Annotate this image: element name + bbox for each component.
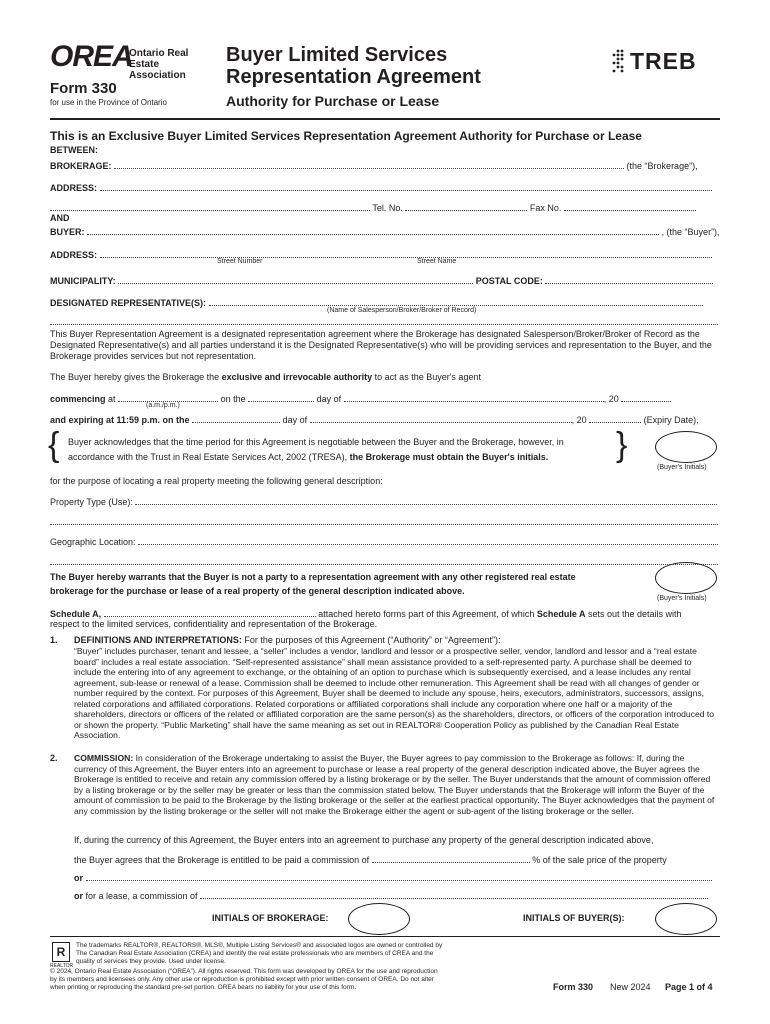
section2-number (50, 753, 58, 763)
authority-post: to act as the Buyer's agent (372, 372, 481, 382)
postal-code-label: POSTAL CODE: (475, 276, 543, 286)
form-title (226, 44, 556, 88)
lease-text: for a lease, a commission of (83, 891, 198, 901)
section1-intro: For the purposes of this Agreement (“Authority” or “Agreement”): (241, 635, 501, 645)
section2-p2: If, during the currency of this Agreement, the Buyer enters into an agreement to purchase any property of the general description indicated above, (74, 835, 654, 845)
province-note: for use in the Province of Ontario (50, 98, 167, 107)
expiry-year-field[interactable] (589, 413, 641, 423)
property-type-label: Property Type (Use): (50, 497, 133, 507)
street-number-caption: Street Number (217, 258, 263, 265)
brokerage-row (50, 159, 698, 171)
treb-logo: TREB (630, 48, 697, 74)
expiry-date-suffix: (Expiry Date), (643, 415, 699, 425)
page-indicator: Page 1 of 4 (665, 982, 713, 992)
agreement-heading: This is an Exclusive Buyer Limited Services Representation Agreement Authority for Purchase or Lease (50, 129, 642, 143)
postal-code-field[interactable] (545, 274, 713, 284)
authority-pre: The Buyer hereby gives the Brokerage the (50, 372, 222, 382)
schedule-field[interactable] (104, 607, 316, 617)
designation-paragraph: This Buyer Representation Agreement is a designated representation agreement where the Brokerage has designated Salesperson/Broker/Broker of Record as the Designated Representative(s) and all parties understand it is the Designated Representative(s) who will be providing services and representation to the Buyer, and the Brokerage provides services but not representation. (50, 329, 712, 361)
form-subtitle: Authority for Purchase or Lease (226, 93, 440, 109)
schedule-label: Schedule A, (50, 609, 102, 619)
warrant-line1: The Buyer hereby warrants that the Buyer is not a party to a representation agreement with any other registered real estate (50, 572, 576, 582)
at-label: at (108, 394, 116, 404)
commencing-month-field[interactable] (344, 392, 604, 402)
buyer-initials-caption-2: (Buyer's Initials) (657, 595, 707, 602)
warrant-line2: brokerage for the purchase or lease of a real property of the general description indicated above. (50, 586, 465, 596)
section1-title: DEFINITIONS AND INTERPRETATIONS: (74, 635, 242, 645)
footer-divider (50, 936, 720, 937)
address-row (50, 181, 712, 193)
buyer-address-row (50, 248, 712, 260)
geographic-label: Geographic Location: (50, 537, 136, 547)
brokerage-initials-oval[interactable] (348, 903, 410, 935)
brokerage-address-label: ADDRESS: (50, 183, 98, 193)
assoc-line1: Ontario Real Estate (129, 48, 189, 70)
tel-label: Tel. No. (372, 203, 403, 213)
negotiable-line1: Buyer acknowledges that the time period for this Agreement is negotiable between the Buyer and the Brokerage, however, in (68, 437, 564, 447)
copyright-line3: when printing or reproducing the standard pre-set portion. OREA bears no liability for your use of this form. (50, 984, 357, 991)
fax-field[interactable] (564, 201, 696, 211)
designated-label: DESIGNATED REPRESENTATIVE(S): (50, 298, 207, 308)
authority-bold: exclusive and irrevocable authority (221, 372, 373, 382)
municipality-row (50, 274, 713, 286)
expiring-label: and expiring (50, 415, 104, 425)
commission-post: % of the sale price of the property (532, 855, 667, 865)
property-type-row (50, 495, 717, 507)
street-name-caption: Street Name (417, 258, 457, 265)
header-divider (50, 118, 720, 120)
expiring-time: at 11:59 p.m. on the (103, 415, 190, 425)
copyright-line1: © 2024, Ontario Real Estate Association (“OREA”). All rights reserved. This form was developed by OREA for the use and reproduction (50, 968, 438, 975)
footer-form-number: Form 330 (553, 982, 594, 992)
brokerage-address-field-2[interactable] (50, 201, 370, 211)
realtor-word: REALTOR (50, 963, 74, 969)
brokerage-label: BROKERAGE: (50, 161, 112, 171)
section1-number (50, 635, 58, 645)
buyer-row (50, 225, 720, 237)
authority-line (50, 372, 481, 382)
commencing-time-field[interactable] (118, 392, 218, 402)
commission-pre: the Buyer agrees that the Brokerage is entitled to be paid a commission of (74, 855, 370, 865)
or-label: or (74, 873, 83, 883)
brokerage-address-field[interactable] (100, 181, 712, 191)
or-field[interactable] (86, 871, 712, 881)
expiring-row (50, 413, 699, 425)
orea-logo: OREA (50, 40, 133, 73)
schedule-line (50, 607, 682, 619)
realtor-logo: R (52, 942, 70, 962)
buyer-suffix: , (the “Buyer”), (661, 227, 720, 237)
designated-field[interactable] (209, 296, 703, 306)
property-type-field-2[interactable] (50, 515, 718, 525)
buyer-label: BUYER: (50, 227, 85, 237)
expiry-day-field[interactable] (192, 413, 280, 423)
section2-text (74, 753, 719, 816)
property-type-row-2 (50, 515, 718, 527)
section2-title: COMMISSION: (74, 753, 134, 763)
buyer-initials-label: INITIALS OF BUYER(S): (523, 913, 625, 923)
brokerage-initials-label: INITIALS OF BROKERAGE: (212, 913, 329, 923)
geographic-field-2[interactable] (50, 555, 718, 565)
negotiable-line2 (68, 452, 548, 462)
commencing-label: commencing (50, 394, 106, 404)
trademark-notice (76, 942, 442, 966)
section1-no: 1. (50, 635, 58, 645)
negotiable-text: accordance with the Trust in Real Estate Services Act, 2002 (TRESA), (68, 452, 350, 462)
geographic-row (50, 535, 718, 547)
lease-or-label: or (74, 891, 83, 901)
designated-row-2 (50, 315, 718, 327)
fax-label: Fax No. (529, 203, 562, 213)
buyer-initials-oval-3[interactable] (655, 903, 717, 935)
municipality-label: MUNICIPALITY: (50, 276, 116, 286)
footer-edition: New 2024 (610, 982, 651, 992)
lease-commission-field[interactable] (200, 889, 708, 899)
schedule-post: sets out the details with (585, 609, 682, 619)
geographic-row-2 (50, 555, 718, 567)
and-label: AND (50, 213, 70, 223)
ampm-caption: (a.m./p.m.) (146, 402, 180, 409)
commencing-year-field[interactable] (621, 392, 671, 402)
title-line1: Buyer Limited Services (226, 44, 448, 66)
copyright-line2: by its members and licensees only. Any other use or reproduction is prohibited except with prior written consent of OREA. Do not alter (50, 976, 434, 983)
commission-percent-field[interactable] (372, 853, 530, 863)
buyer-initials-oval-1[interactable] (655, 431, 717, 463)
trademark-line3: quality of services they provide. Used under license. (76, 958, 226, 965)
purpose-line: for the purpose of locating a real property meeting the following general description: (50, 476, 383, 486)
copyright-notice (50, 968, 438, 992)
designated-field-2[interactable] (50, 315, 718, 325)
brokerage-suffix: (the “Brokerage”), (626, 161, 698, 171)
buyer-initials-oval-2[interactable] (655, 562, 717, 594)
orea-association-name (129, 48, 219, 81)
trademark-line2: The Canadian Real Estate Association (CREA) and identify the real estate professionals who are members of CREA and the (76, 950, 434, 957)
section2-no: 2. (50, 753, 58, 763)
expiry-day-of-label: day of (282, 415, 308, 425)
right-brace: } (616, 426, 628, 464)
buyer-initials-caption-1: (Buyer's Initials) (657, 464, 707, 471)
on-the-label: on the (220, 394, 246, 404)
tel-fax-row (50, 201, 696, 213)
form-number: Form 330 (50, 80, 117, 97)
schedule-mid: attached hereto forms part of this Agreement, of which (315, 609, 537, 619)
geographic-field[interactable] (138, 535, 718, 545)
section1-heading (74, 635, 500, 645)
schedule-a-bold: Schedule A (536, 609, 586, 619)
or-row (74, 871, 712, 883)
expiry-month-field[interactable] (310, 413, 572, 423)
day-of-label: day of (316, 394, 342, 404)
commencing-day-field[interactable] (248, 392, 314, 402)
section1-text: “Buyer” includes purchaser, tenant and lessee, a “seller” includes a vendor, landlord and lessor or a prospective seller, vendor, landlord and lessor and a “real estate board” includes a real estate association. “Self-represented assistance” shall mean assistance provided to a self-represented party. A purchase shall be deemed to include the entering into of any agreement to exchange, or the obtaining of an option to purchase which is subsequently exercised, and a lease includes any rental agreement, sub-lease or renewal of a lease. Commission shall be deemed to include other remuneration. This Agreement shall be read with all changes of gender or number required by the context. For purposes of this Agreement, Buyer shall be deemed to include any spouse, heirs, executors, administrators, successors, assigns, related corporations and affiliated corporations. Related corporations or affiliated corporations shall include any corporation where one half or a majority of the shareholders, directors or officers of the related or affiliated corporation are the same person(s) as the shareholders, directors, or officers of the corporation introduced to or shown the property. “Public Marketing” shall have the same meaning as set out in REALTOR® Cooperation Policy as published by the Canadian Real Estate Association. (74, 646, 715, 740)
schedule-line2: respect to the limited services, confidentiality and representation of the Brokerage. (50, 619, 378, 629)
buyer-field[interactable] (87, 225, 659, 235)
assoc-line2: Association (129, 70, 186, 81)
designated-caption: (Name of Salesperson/Broker/Broker of Record) (327, 307, 477, 314)
tel-field[interactable] (405, 201, 527, 211)
brokerage-field[interactable] (114, 159, 624, 169)
buyer-address-field[interactable] (100, 248, 712, 258)
buyer-address-label: ADDRESS: (50, 250, 98, 260)
commencing-row (50, 392, 671, 404)
left-brace: { (48, 426, 60, 464)
section2-body: In consideration of the Brokerage undertaking to assist the Buyer, the Buyer agrees to pay commission to the Brokerage as follows: If, during the currency of this Agreement, the Buyer enters into an agreement to purchase or lease a real property of the general description indicated above, the Buyer agrees the Brokerage is entitled to receive and retain any commission offered by a listing brokerage or by the seller. The Buyer understands that the amount of commission offered by a listing brokerage or by the seller may be greater or less than the commission stated below. The Buyer understands that the Brokerage will inform the Buyer of the amount of commission to be paid to the Brokerage by the listing brokerage or the seller at the earliest practical opportunity. The Buyer acknowledges that the payment of any commission by the listing brokerage or the seller will not make the Brokerage either the agent or sub-agent of the listing brokerage or the seller. (74, 753, 715, 816)
commission-row (74, 853, 667, 865)
between-label: BETWEEN: (50, 145, 98, 155)
lease-row (74, 889, 708, 901)
expiry-year-prefix: , 20 (571, 415, 587, 425)
trademark-line1: The trademarks REALTOR®, REALTORS®, MLS®, Multiple Listing Services® and associated logos are owned or controlled by (76, 942, 443, 949)
year-prefix: , 20 (603, 394, 619, 404)
negotiable-bold: the Brokerage must obtain the Buyer's initials. (349, 452, 549, 462)
municipality-field[interactable] (118, 274, 473, 284)
property-type-field[interactable] (135, 495, 717, 505)
title-line2: Representation Agreement (226, 66, 481, 88)
